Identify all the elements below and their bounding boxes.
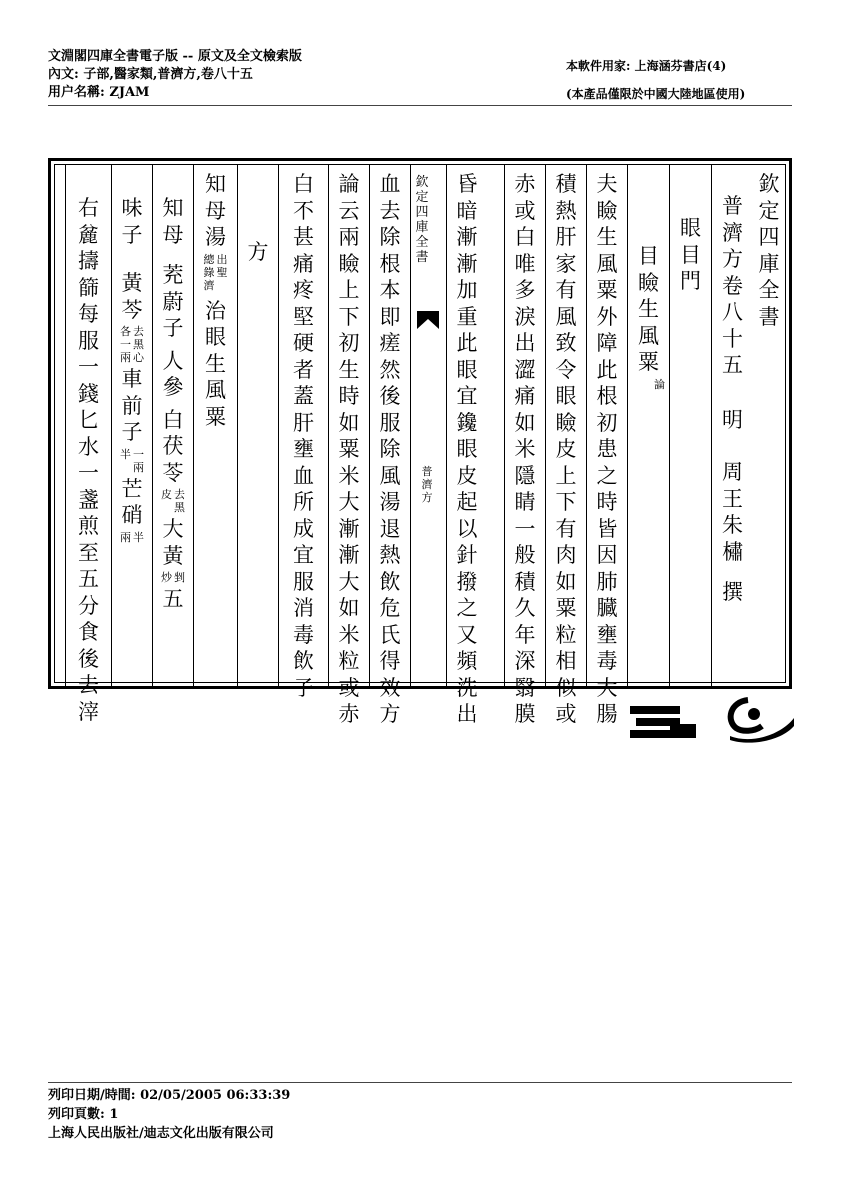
herb: 茺蔚子	[162, 263, 184, 340]
column-9	[369, 165, 410, 726]
herb: 芒硝	[121, 476, 143, 527]
volume-title: 普濟方卷八十五	[722, 194, 743, 377]
center-book-name: 普濟方	[421, 465, 433, 504]
column-text: 右麄擣篩每服一錢匕水一盞煎至五分食後去滓	[78, 196, 99, 724]
note-line: 兩	[120, 530, 131, 544]
column-4	[627, 165, 669, 688]
section-title: 眼目門	[680, 216, 701, 293]
print-datetime: 列印日期/時間: 02/05/2005 06:33:39	[48, 1088, 291, 1103]
herb: 味子	[121, 196, 143, 247]
column-text: 方	[247, 240, 269, 264]
author-dynasty: 明	[722, 407, 743, 432]
note-line: 去黑	[174, 488, 185, 514]
column-text: 昏暗漸漸加重此眼宜鑱眼皮起以針撥之又頻洗出	[456, 172, 478, 726]
header-info	[48, 48, 302, 102]
topic-note: 論	[654, 377, 665, 391]
scan-inner-frame	[54, 164, 786, 726]
column-7	[504, 165, 545, 726]
recipe-indication: 治眼生風粟	[205, 298, 226, 429]
prep-note	[161, 571, 186, 584]
note-line: 出聖	[216, 252, 228, 279]
column-text: 赤或白唯多淚出澀痛如米隱睛一般積久年深翳膜	[514, 172, 536, 726]
herb: 白茯苓	[162, 407, 184, 485]
column-10	[328, 165, 369, 726]
header-divider	[48, 105, 792, 106]
license-user: 本軟件用家: 上海涵芬書店(4)	[566, 59, 727, 73]
column-1	[753, 165, 785, 688]
dose-note	[120, 531, 145, 544]
header-content-path: 內文: 子部,醫家類,普濟方,卷八十五	[48, 67, 253, 82]
column-text: 夫瞼生風粟外障此根初患之時皆因肺臓壅毒大腸	[596, 172, 618, 726]
source-note	[203, 253, 228, 292]
herb: 五	[162, 587, 184, 611]
note-line: 一兩	[133, 447, 144, 474]
center-title: 欽定四庫全書	[415, 175, 429, 265]
herb: 黃芩	[121, 271, 143, 322]
note-line: 炒	[161, 571, 172, 584]
column-11	[278, 165, 328, 700]
herb: 大黃	[162, 517, 184, 568]
column-6	[545, 165, 586, 726]
footer-divider	[48, 1082, 792, 1083]
column-12	[237, 165, 278, 688]
note-line: 半	[133, 530, 144, 544]
note-line: 剉	[174, 571, 185, 584]
note-line: 半	[120, 447, 131, 461]
herb: 知母	[162, 196, 184, 247]
note-line: 總錄濟	[203, 252, 215, 292]
footer-info	[48, 1086, 290, 1143]
column-5	[586, 165, 627, 726]
recipe-name: 知母湯	[205, 172, 226, 249]
column-text: 論云兩瞼上下初生時如粟米大漸漸大如米粒或赤	[338, 172, 360, 726]
column-13	[193, 165, 237, 688]
print-pages: 列印頁數: 1	[48, 1107, 119, 1122]
center-fold	[410, 165, 446, 688]
header-username: 用户名稱: ZJAM	[48, 85, 150, 100]
note-line: 去黑心	[133, 325, 144, 364]
column-text: 欽定四庫全書	[758, 172, 780, 329]
fish-tail-icon	[417, 311, 439, 329]
column-text: 積熱肝家有風致令眼瞼皮上下有肉如粟粒相似或	[555, 172, 577, 726]
author-role: 撰	[722, 580, 743, 604]
publisher-logo-icon	[630, 696, 796, 744]
herb: 車前子	[121, 367, 143, 444]
column-3	[669, 165, 711, 688]
dose-note	[120, 448, 145, 474]
author-name: 周王朱橚	[722, 460, 743, 564]
herb: 人參	[162, 348, 184, 399]
note-line: 各一兩	[120, 325, 131, 364]
column-2	[711, 165, 753, 688]
scan-page	[48, 158, 792, 726]
column-text: 血去除根本即瘥然後服除風湯退熱飲危氏得效方	[379, 172, 401, 726]
column-14	[152, 165, 193, 688]
license-region: (本產品僅限於中國大陸地區使用)	[566, 87, 746, 101]
header-edition: 文淵閣四庫全書電子版 -- 原文及全文檢索版	[48, 49, 302, 64]
column-text: 白不甚痛疼堅硬者蓋肝壅血所成宜服消毒飲子	[293, 172, 314, 700]
publisher: 上海人民出版社/迪志文化出版有限公司	[48, 1126, 274, 1141]
column-15	[111, 165, 152, 688]
column-8	[446, 165, 487, 726]
topic-title: 目瞼生風粟	[638, 244, 659, 374]
header-license	[566, 52, 745, 108]
column-16	[65, 165, 111, 724]
note-line: 皮	[161, 488, 172, 501]
prep-note	[161, 488, 186, 514]
prep-note	[120, 325, 145, 364]
